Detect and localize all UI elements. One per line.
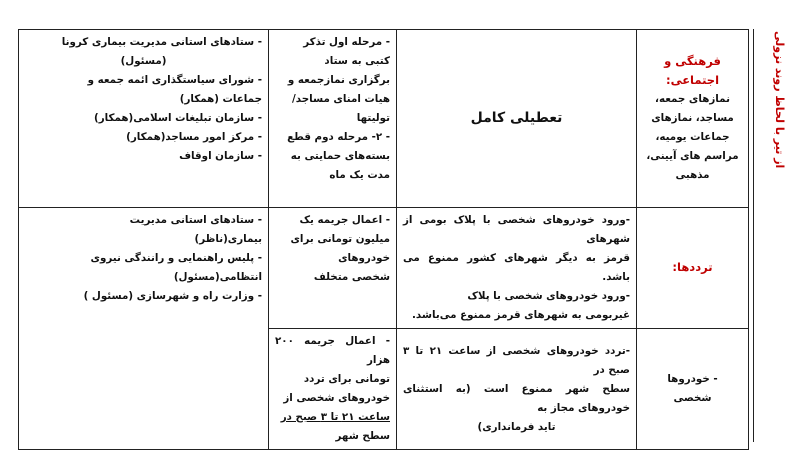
side-note-text: از تیر با لحاظ روند نزولی bbox=[773, 31, 786, 169]
category-line: - خودروها bbox=[667, 373, 718, 385]
action-cell bbox=[397, 208, 637, 329]
penalty-line: تولیتها bbox=[356, 112, 390, 124]
category-line: مراسم های آیینی، bbox=[646, 150, 739, 162]
category-line: شخصی bbox=[673, 392, 712, 404]
penalty-line: خودروهای bbox=[338, 252, 390, 264]
responsible-line: جماعات (همکار) bbox=[179, 93, 262, 105]
action-line: تاید فرمانداری) bbox=[477, 420, 556, 433]
responsible-line: - پلیس راهنمایی و رانندگی نیروی bbox=[90, 252, 262, 264]
responsible-cell bbox=[19, 30, 269, 208]
category-title: فرهنگی و اجتماعی: bbox=[664, 54, 721, 87]
penalty-cell bbox=[269, 30, 397, 208]
action-line: قرمز به دیگر شهرهای کشور ممنوع می باشد. bbox=[403, 252, 630, 283]
side-note-column bbox=[753, 29, 784, 442]
action-line: -تردد خودروهای شخصی از ساعت ۲۱ تا ۳ صبح در bbox=[403, 344, 630, 376]
penalty-line: مدت یک ماه bbox=[329, 169, 390, 181]
responsible-line: - شورای سیاستگذاری ائمه جمعه و bbox=[87, 74, 262, 86]
category-line: مساجد، نمازهای bbox=[651, 112, 734, 124]
penalty-line: هیات امنای مساجد/ bbox=[292, 93, 390, 105]
responsible-line: - سازمان تبلیغات اسلامی(همکار) bbox=[94, 112, 262, 124]
responsible-line: بیماری(ناظر) bbox=[194, 233, 262, 245]
penalty-line: میلیون تومانی برای bbox=[290, 233, 390, 245]
category-line: نمازهای جمعه، bbox=[655, 93, 730, 105]
category-line: جماعات یومیه، bbox=[655, 131, 730, 143]
table-row bbox=[19, 208, 749, 329]
action-cell bbox=[397, 30, 637, 208]
penalty-line: بسته‌های حمایتی به bbox=[290, 150, 390, 162]
category-title: ترددها: bbox=[672, 260, 713, 274]
penalty-line: شخصی متخلف bbox=[313, 271, 390, 283]
responsible-line: انتظامی(مسئول) bbox=[173, 271, 262, 283]
action-line: سطح شهر ممنوع است (به استثنای خودروهای مجاز به bbox=[403, 382, 630, 414]
restrictions-table bbox=[18, 29, 749, 450]
penalty-line: برگزاری نمازجمعه و bbox=[287, 74, 390, 86]
responsible-line: - وزارت راه و شهرسازی (مسئول ) bbox=[83, 290, 262, 302]
penalty-line: - اعمال جریمه ۲۰۰ هزار bbox=[275, 335, 390, 366]
responsible-line: - مرکز امور مساجد(همکار) bbox=[126, 131, 262, 143]
penalty-line: تومانی برای تردد bbox=[303, 373, 390, 385]
responsible-line: (مسئول) bbox=[120, 55, 167, 67]
action-line: -ورود خودروهای شخصی با پلاک bbox=[467, 290, 630, 302]
penalty-line: کتبی به ستاد bbox=[324, 55, 390, 67]
penalty-line: - ۲- مرحله دوم قطع bbox=[287, 131, 390, 143]
action-cell bbox=[397, 329, 637, 450]
penalty-cell bbox=[269, 208, 397, 329]
responsible-line: - ستادهای استانی مدیریت bbox=[129, 214, 262, 226]
category-line: مذهبی bbox=[675, 169, 710, 181]
responsible-line: - ستادهای استانی مدیریت بیماری کرونا bbox=[61, 36, 262, 48]
responsible-cell bbox=[19, 208, 269, 450]
action-text: تعطیلی کامل bbox=[470, 109, 563, 126]
table-row bbox=[19, 30, 749, 208]
category-cell bbox=[637, 208, 749, 329]
penalty-line: ساعت ۲۱ تا ۳ صبح در bbox=[280, 411, 390, 423]
penalty-line: - مرحله اول تذکر bbox=[303, 36, 390, 48]
action-line: غیربومی به شهرهای قرمز ممنوع می‌باشد. bbox=[412, 309, 630, 321]
responsible-line: - سازمان اوقاف bbox=[179, 150, 262, 162]
penalty-line: سطح شهر bbox=[335, 430, 390, 442]
category-cell bbox=[637, 329, 749, 450]
category-cell bbox=[637, 30, 749, 208]
penalty-line: خودروهای شخصی از bbox=[283, 392, 390, 404]
penalty-cell bbox=[269, 329, 397, 450]
action-line: -ورود خودروهای شخصی با پلاک بومی از شهرهای bbox=[403, 214, 630, 245]
penalty-line: - اعمال جریمه یک bbox=[299, 214, 390, 226]
